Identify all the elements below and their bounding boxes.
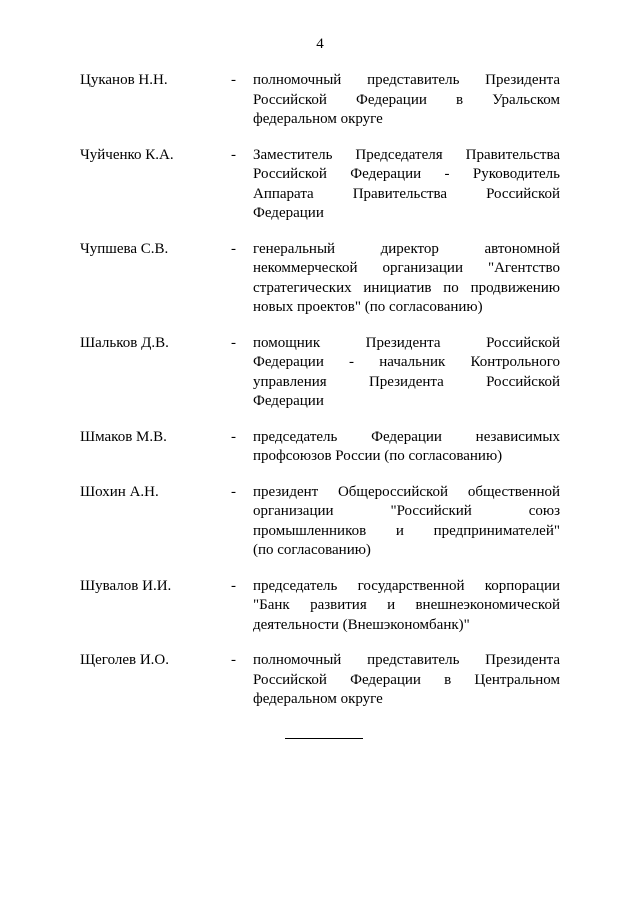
person-role	[253, 240, 560, 318]
role-line: управления Президента Российской	[253, 373, 560, 390]
entry-dash: -	[231, 334, 236, 351]
entry-dash: -	[231, 483, 236, 500]
person-name: Цуканов Н.Н.	[80, 72, 168, 88]
person-name: Щеголев И.О.	[80, 652, 170, 668]
person-name: Шальков Д.В.	[80, 334, 169, 351]
entry-dash: -	[231, 577, 236, 594]
entry-dash: -	[231, 652, 236, 668]
role-line: помощник Президента Российской	[253, 334, 560, 351]
role-line: организации "Российский союз	[253, 503, 560, 519]
role-line: полномочный представитель Президента	[253, 72, 560, 88]
entry-dash: -	[231, 428, 236, 445]
person-role	[253, 334, 560, 412]
footer-rule	[285, 738, 363, 739]
person-role	[253, 428, 560, 467]
role-line: генеральный директор автономной	[253, 240, 560, 257]
list-item	[0, 577, 640, 636]
entry-dash: -	[231, 72, 236, 88]
role-line: Российской Федерации в Центральном	[253, 671, 560, 688]
list-item	[0, 71, 640, 130]
person-name: Чупшева С.В.	[80, 240, 169, 257]
person-name: Шохин А.Н.	[80, 483, 159, 500]
role-line: стратегических инициатив по продвижению	[253, 279, 560, 296]
role-line: федеральном округе	[253, 111, 383, 127]
role-line: Федерации	[253, 205, 324, 221]
role-line: Аппарата Правительства Российской	[253, 185, 560, 202]
role-line: "Банк развития и внешнеэкономической	[253, 597, 560, 613]
list-item	[0, 240, 640, 318]
role-line: полномочный представитель Президента	[253, 652, 560, 668]
role-line: федеральном округе	[253, 691, 383, 707]
list-item	[0, 334, 640, 412]
role-line: Заместитель Председателя Правительства	[253, 146, 560, 163]
person-role	[253, 71, 560, 130]
role-line: Федерации	[253, 393, 324, 409]
person-role	[253, 146, 560, 224]
person-role	[253, 577, 560, 636]
person-role	[253, 483, 560, 561]
role-line: профсоюзов России (по согласованию)	[253, 448, 503, 464]
role-line: деятельности (Внешэкономбанк)"	[253, 616, 470, 633]
role-line: председатель государственной корпорации	[253, 577, 560, 594]
list-item	[0, 483, 640, 561]
entry-dash: -	[231, 240, 236, 257]
person-role	[253, 651, 560, 710]
role-line: Российской Федерации - Руководитель	[253, 166, 560, 182]
role-line: (по согласованию)	[253, 542, 371, 558]
role-line: промышленников и предпринимателей"	[253, 522, 560, 539]
role-line: Федерации - начальник Контрольного	[253, 354, 560, 370]
person-name: Чуйченко К.А.	[80, 146, 174, 163]
role-line: Российской Федерации в Уральском	[253, 91, 560, 108]
list-item	[0, 146, 640, 224]
page-number: 4	[316, 36, 324, 52]
list-item	[0, 428, 640, 467]
person-name: Шувалов И.И.	[80, 577, 172, 594]
role-line: президент Общероссийской общественной	[253, 483, 560, 500]
entries-list	[0, 71, 640, 726]
role-line: некоммерческой организации "Агентство	[253, 260, 560, 276]
role-line: новых проектов" (по согласованию)	[253, 299, 483, 315]
person-name: Шмаков М.В.	[80, 428, 167, 445]
entry-dash: -	[231, 146, 236, 163]
role-line: председатель Федерации независимых	[253, 428, 560, 445]
list-item	[0, 651, 640, 710]
